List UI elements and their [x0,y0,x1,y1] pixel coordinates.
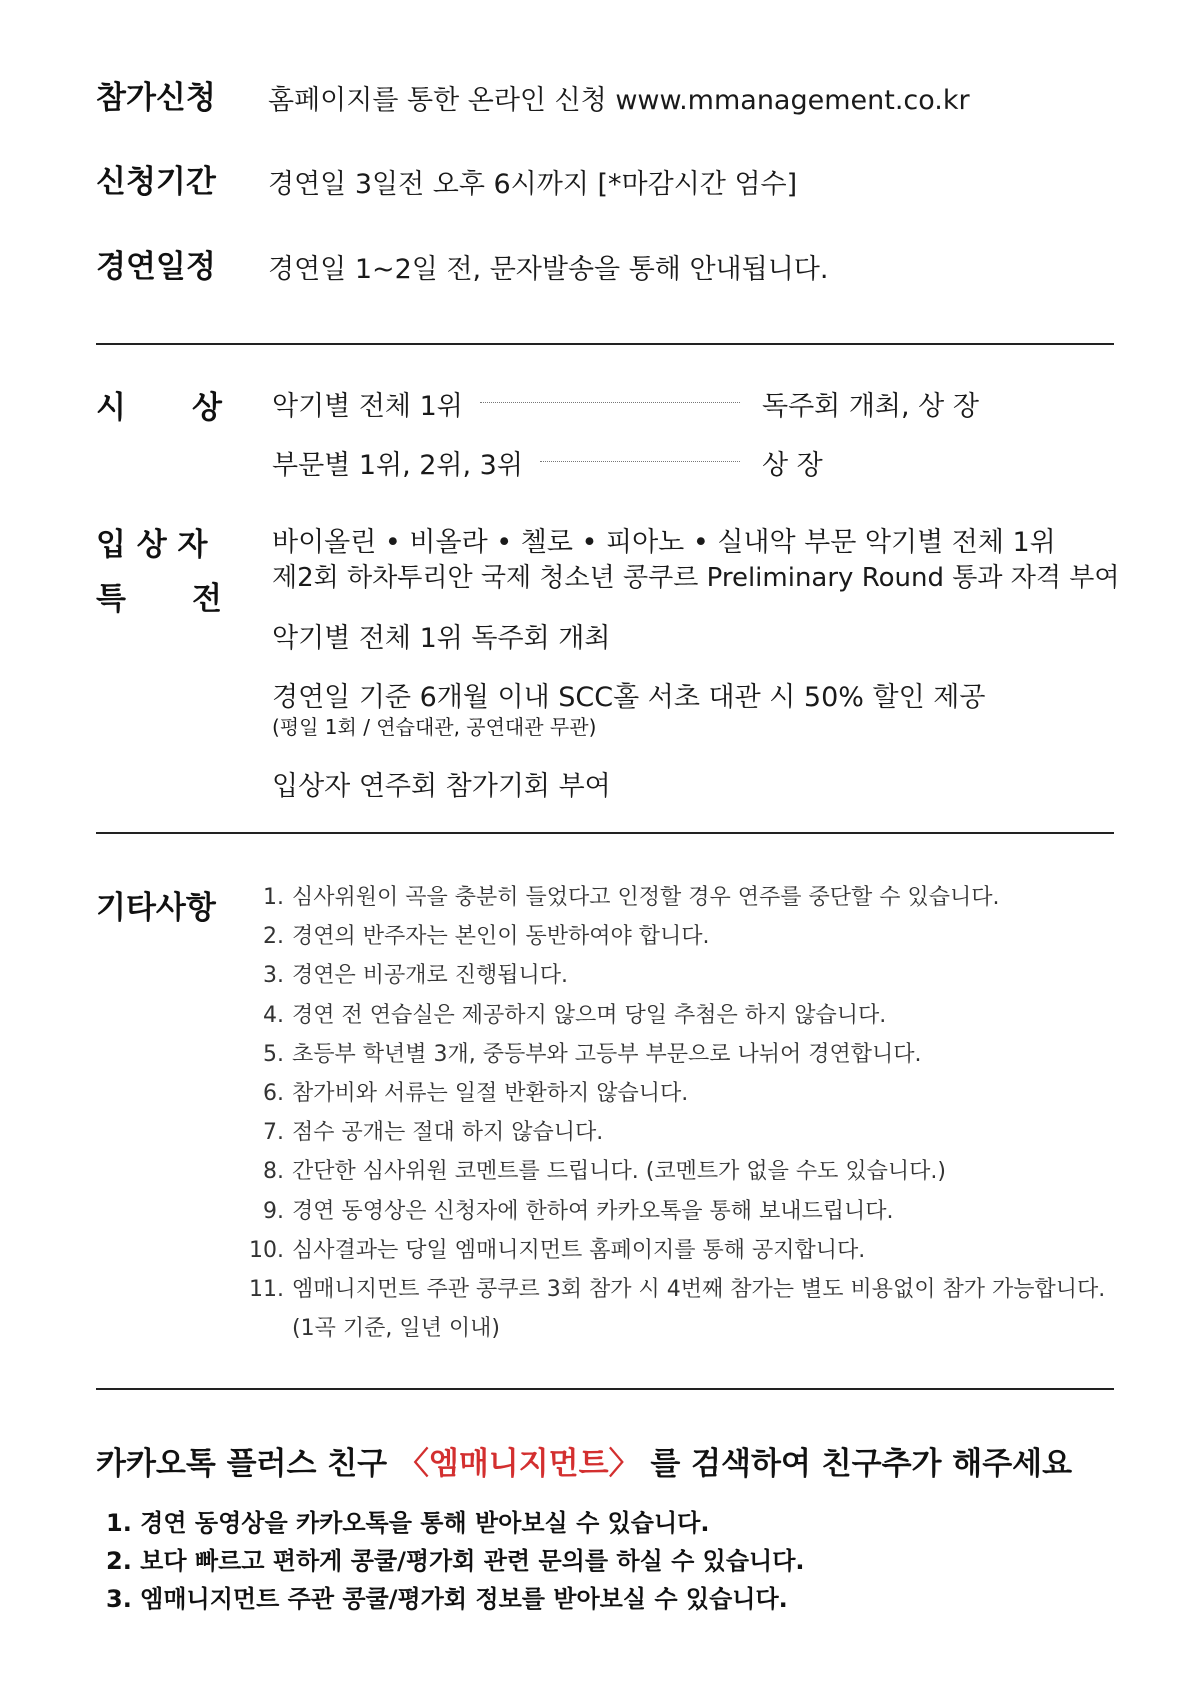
value-schedule: 경연일 1~2일 전, 문자발송을 통해 안내됩니다. [268,254,829,285]
benefit-line-4: 경연일 기준 6개월 이내 SCC홀 서초 대관 시 50% 할인 제공 [272,682,986,713]
benefit-line-1: 바이올린 • 비올라 • 첼로 • 피아노 • 실내악 부문 악기별 전체 1위 [272,527,1056,558]
value-period: 경연일 3일전 오후 6시까지 [*마감시간 엄수] [268,169,798,200]
list-item: 1. 경연 동영상을 카카오톡을 통해 받아보실 수 있습니다. [106,1509,710,1537]
kakao-title-post: 를 검색하여 친구추가 해주세요 [639,1446,1073,1482]
list-item: 2. 경연의 반주자는 본인이 동반하여야 합니다. [263,924,710,950]
list-item: 5. 초등부 학년별 3개, 중등부와 고등부 부문으로 나뉘어 경연합니다. [263,1041,922,1067]
list-item: 10. 심사결과는 당일 엠매니지먼트 홈페이지를 통해 공지합니다. [249,1237,866,1263]
award-row-1-left: 악기별 전체 1위 [272,391,463,422]
label-award [96,382,222,427]
label-benefits-a: 특 [96,581,126,617]
label-period: 신청기간 [96,164,216,200]
label-award-a: 시 [96,390,126,426]
award-row-1-right: 독주회 개최, 상 장 [762,391,979,422]
benefit-line-3: 악기별 전체 1위 독주회 개최 [272,623,611,654]
divider-3 [96,1388,1114,1390]
list-item: 6. 참가비와 서류는 일절 반환하지 않습니다. [263,1080,689,1106]
list-item: 4. 경연 전 연습실은 제공하지 않으며 당일 추첨은 하지 않습니다. [263,1002,887,1028]
label-apply: 참가신청 [96,80,216,116]
value-apply: 홈페이지를 통한 온라인 신청 www.mmanagement.co.kr [268,85,970,116]
etc-list [249,878,1106,1348]
award-row-2-leader [540,461,740,462]
kakao-title-pre: 카카오톡 플러스 친구 [96,1446,398,1482]
kakao-list [106,1504,805,1618]
award-row-2-left: 부문별 1위, 2위, 3위 [272,450,523,481]
list-item: 1. 심사위원이 곡을 충분히 들었다고 인정할 경우 연주를 중단할 수 있습니다. [263,885,1000,910]
list-item: 3. 경연은 비공개로 진행됩니다. [263,963,569,989]
label-benefits-line2 [96,573,222,618]
kakao-title-accent: 〈엠매니지먼트〉 [397,1446,640,1482]
list-item: 9. 경연 동영상은 신청자에 한하여 카카오톡을 통해 보내드립니다. [263,1198,894,1224]
benefit-line-2: 제2회 하차투리안 국제 청소년 콩쿠르 Preliminary Round 통과 자격 부여 [272,563,1120,593]
list-item: 11. 엠매니지먼트 주관 콩쿠르 3회 참가 시 4번째 참가는 별도 비용없이 참가 가능합니다. [249,1276,1106,1302]
list-item-note: (1곡 기준, 일년 이내) [292,1316,500,1342]
list-item: 7. 점수 공개는 절대 하지 않습니다. [263,1120,604,1146]
divider-2 [96,832,1114,834]
label-award-b: 상 [192,390,222,426]
label-benefits-line1: 입 상 자 [96,527,208,563]
label-schedule: 경연일정 [96,249,216,285]
award-row-2-right: 상 장 [762,450,823,481]
label-benefits-b: 전 [192,581,222,617]
list-item: 8. 간단한 심사위원 코멘트를 드립니다. (코멘트가 없을 수도 있습니다.) [263,1159,946,1185]
benefit-line-5: 입상자 연주회 참가기회 부여 [272,771,611,802]
list-item: 2. 보다 빠르고 편하게 콩쿨/평가회 관련 문의를 하실 수 있습니다. [106,1547,805,1575]
divider-1 [96,343,1114,345]
kakao-title [96,1438,1072,1483]
award-row-1-leader [480,402,740,403]
benefit-line-4-note: (평일 1회 / 연습대관, 공연대관 무관) [272,715,597,739]
label-etc: 기타사항 [96,890,216,926]
list-item: 3. 엠매니지먼트 주관 콩쿨/평가회 정보를 받아보실 수 있습니다. [106,1585,788,1613]
